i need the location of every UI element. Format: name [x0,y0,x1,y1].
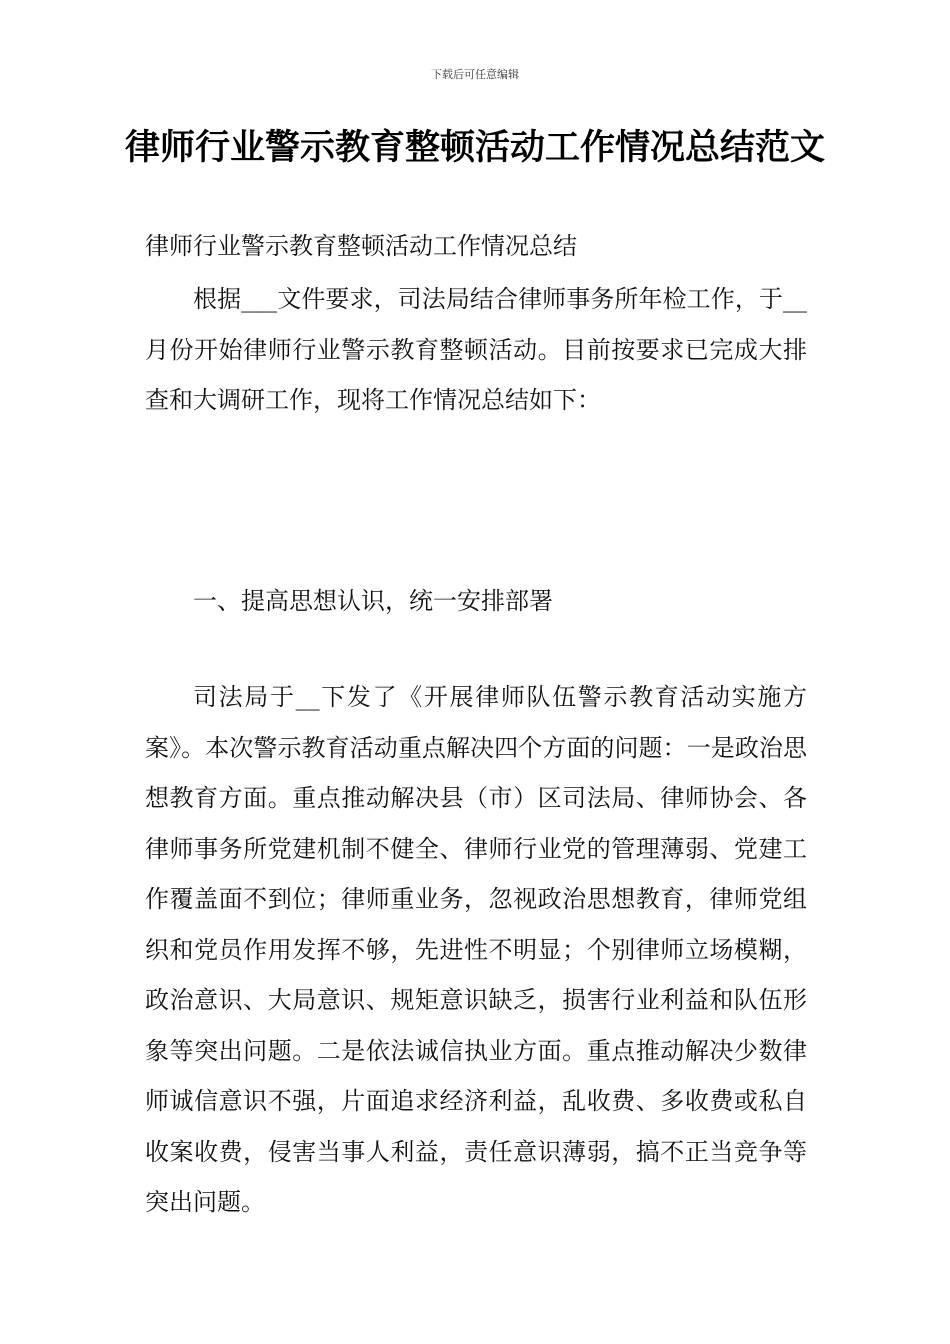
document-title: 律师行业警示教育整顿活动工作情况总结范文 [124,128,825,168]
section-heading: 一、提高思想认识，统一安排部署 [193,587,553,615]
document-subtitle: 律师行业警示教育整顿活动工作情况总结 [145,232,577,260]
section-paragraph: 司法局于__下发了《开展律师队伍警示教育活动实施方案》。本次警示教育活动重点解决四个方面的问题：一是政治思想教育方面。重点推动解决县（市）区司法局、律师协会、各律师事务所党建机制不健全、律师行业党的管理薄弱、党建工作覆盖面不到位；律师重业务，忽视政治思想教育，律师党组织和党员作用发挥不够，先进性不明显；个别律师立场模糊，政治意识、大局意识、规矩意识缺乏，损害行业利益和队伍形象等突出问题。二是依法诚信执业方面。重点推动解决少数律师诚信意识不强，片面追求经济利益，乱收费、多收费或私自收案收费，侵害当事人利益，责任意识薄弱，搞不正当竞争等突出问题。 [145,683,807,1216]
intro-paragraph: 根据___文件要求，司法局结合律师事务所年检工作，于__月份开始律师行业警示教育整顿活动。目前按要求已完成大排查和大调研工作，现将工作情况总结如下： [145,285,807,414]
header-note: 下载后可任意编辑 [431,68,519,81]
